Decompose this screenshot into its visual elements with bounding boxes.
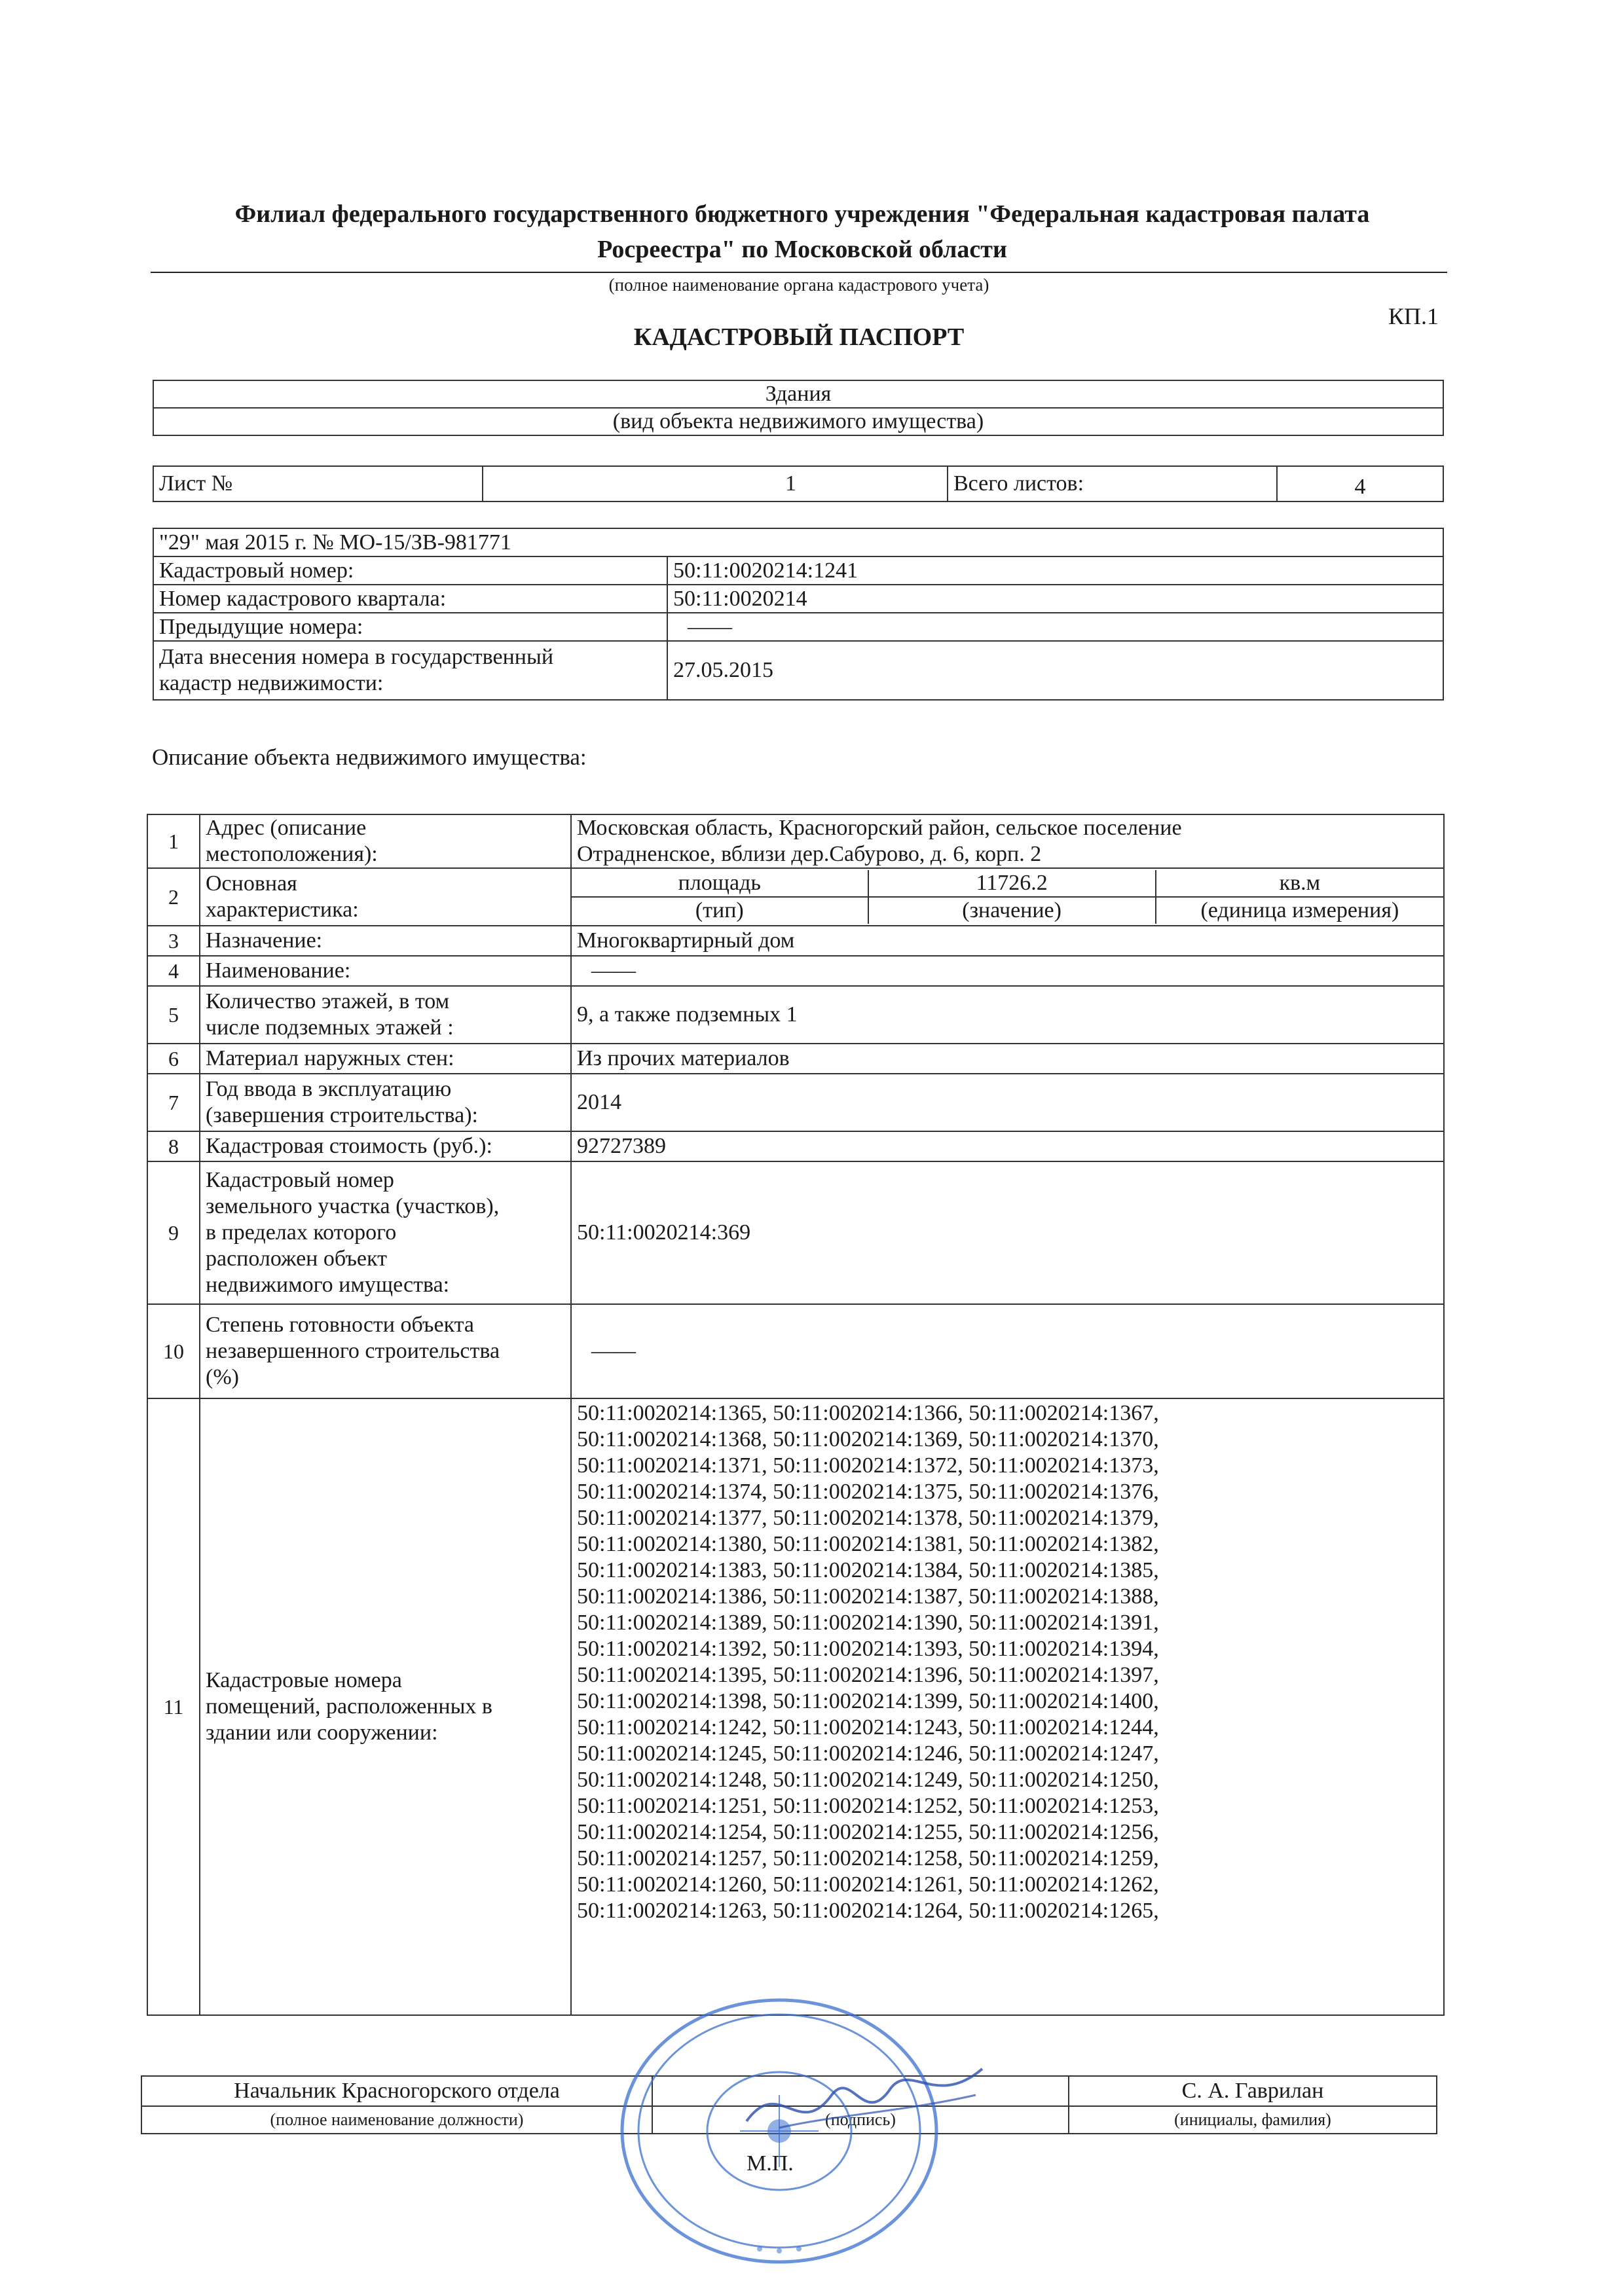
- address-label-line: Адрес (описание: [206, 816, 367, 840]
- description-table: [147, 814, 1445, 2016]
- previous-numbers-label: Предыдущие номера:: [153, 613, 667, 641]
- premises-numbers-line: 50:11:0020214:1248, 50:11:0020214:1249, 50:11:0020214:1250,: [577, 1768, 1159, 1792]
- total-sheets-label: Всего листов:: [948, 466, 1277, 501]
- description-title: Описание объекта недвижимого имущества:: [152, 744, 587, 770]
- land-plot-label-line: расположен объект: [206, 1247, 387, 1271]
- premises-numbers-label-line: Кадастровые номера: [206, 1668, 402, 1692]
- premises-numbers-line: 50:11:0020214:1374, 50:11:0020214:1375, 50:11:0020214:1376,: [577, 1480, 1159, 1504]
- premises-numbers-line: 50:11:0020214:1377, 50:11:0020214:1378, 50:11:0020214:1379,: [577, 1506, 1159, 1530]
- premises-numbers-line: 50:11:0020214:1392, 50:11:0020214:1393, 50:11:0020214:1394,: [577, 1637, 1159, 1661]
- address-value-line: Московская область, Красногорский район, сельское поселение: [577, 816, 1182, 840]
- premises-numbers-label: [200, 1398, 571, 2015]
- registration-date-value: 27.05.2015: [667, 641, 1443, 700]
- row-number: 8: [147, 1131, 200, 1161]
- premises-numbers-line: 50:11:0020214:1389, 50:11:0020214:1390, 50:11:0020214:1391,: [577, 1611, 1159, 1635]
- premises-numbers-line: 50:11:0020214:1395, 50:11:0020214:1396, 50:11:0020214:1397,: [577, 1663, 1159, 1687]
- characteristic-value: 11726.2: [868, 870, 1156, 897]
- handwritten-signature-icon: [740, 2049, 989, 2147]
- address-label-line: местоположения):: [206, 842, 378, 866]
- address-value: [571, 814, 1444, 868]
- land-plot-value: 50:11:0020214:369: [571, 1161, 1444, 1304]
- sheet-number: 1: [483, 466, 948, 501]
- row-number: 3: [147, 926, 200, 956]
- main-characteristic-table: [572, 870, 1443, 924]
- purpose-label: Назначение:: [200, 926, 571, 956]
- completion-degree-value: ——: [571, 1304, 1444, 1398]
- name-value: С. А. Гаврилан: [1069, 2076, 1437, 2106]
- premises-numbers-line: 50:11:0020214:1263, 50:11:0020214:1264, 50:11:0020214:1265,: [577, 1899, 1159, 1923]
- wall-material-value: Из прочих материалов: [571, 1044, 1444, 1074]
- premises-numbers-line: 50:11:0020214:1260, 50:11:0020214:1261, 50:11:0020214:1262,: [577, 1872, 1159, 1897]
- main-characteristic-cell: [571, 868, 1444, 926]
- completion-degree-label-line: незавершенного строительства: [206, 1339, 500, 1363]
- premises-numbers-line: 50:11:0020214:1371, 50:11:0020214:1372, 50:11:0020214:1373,: [577, 1453, 1159, 1478]
- commissioning-year-label-line: (завершения строительства):: [206, 1103, 478, 1127]
- main-characteristic-label-line: Основная: [206, 871, 297, 896]
- premises-numbers-line: 50:11:0020214:1368, 50:11:0020214:1369, 50:11:0020214:1370,: [577, 1427, 1159, 1451]
- previous-numbers-value: ——: [667, 613, 1443, 641]
- row-number: 6: [147, 1044, 200, 1074]
- cadastral-value-amount: 92727389: [571, 1131, 1444, 1161]
- organization-name: [151, 196, 1454, 267]
- signature-caption: (подпись): [652, 2106, 1069, 2134]
- document-info-table: [153, 528, 1444, 701]
- row-number: 2: [147, 868, 200, 926]
- premises-numbers-list: [571, 1398, 1444, 2015]
- premises-numbers-line: 50:11:0020214:1398, 50:11:0020214:1399, 50:11:0020214:1400,: [577, 1689, 1159, 1713]
- premises-numbers-label-line: помещений, расположенных в: [206, 1694, 492, 1719]
- position-caption: (полное наименование должности): [141, 2106, 652, 2134]
- quarter-number-label: Номер кадастрового квартала:: [153, 585, 667, 613]
- premises-numbers-line: 50:11:0020214:1251, 50:11:0020214:1252, 50:11:0020214:1253,: [577, 1794, 1159, 1818]
- commissioning-year-label-line: Год ввода в эксплуатацию: [206, 1077, 452, 1101]
- cadastral-number-label: Кадастровый номер:: [153, 556, 667, 585]
- name-value: ——: [571, 956, 1444, 986]
- object-kind-caption: (вид объекта недвижимого имущества): [153, 408, 1443, 435]
- characteristic-value-caption: (значение): [868, 897, 1156, 924]
- premises-numbers-line: 50:11:0020214:1383, 50:11:0020214:1384, 50:11:0020214:1385,: [577, 1558, 1159, 1582]
- quarter-number-value: 50:11:0020214: [667, 585, 1443, 613]
- cadastral-number-value: 50:11:0020214:1241: [667, 556, 1443, 585]
- row-number: 7: [147, 1074, 200, 1131]
- organization-caption: (полное наименование органа кадастрового учета): [608, 275, 989, 295]
- organization-line-1: Филиал федерального государственного бюджетного учреждения "Федеральная кадастровая палата: [234, 200, 1370, 228]
- floors-label-line: Количество этажей, в том: [206, 989, 450, 1013]
- row-number: 4: [147, 956, 200, 986]
- row-number: 1: [147, 814, 200, 868]
- premises-numbers-line: 50:11:0020214:1245, 50:11:0020214:1246, 50:11:0020214:1247,: [577, 1741, 1159, 1766]
- registration-date-label-line-2: кадастр недвижимости:: [159, 671, 384, 695]
- name-label: Наименование:: [200, 956, 571, 986]
- document-date-number: "29" мая 2015 г. № МО-15/ЗВ-981771: [153, 528, 1443, 556]
- completion-degree-label-line: Степень готовности объекта: [206, 1313, 475, 1337]
- address-value-line: Отрадненское, вблизи дер.Сабурово, д. 6, корп. 2: [577, 842, 1042, 866]
- commissioning-year-value: 2014: [571, 1074, 1444, 1131]
- main-characteristic-label-line: характеристика:: [206, 898, 359, 922]
- registration-date-label-line-1: Дата внесения номера в государственный: [159, 645, 554, 669]
- characteristic-unit-caption: (единица измерения): [1156, 897, 1443, 924]
- registration-date-label: [153, 641, 667, 700]
- address-label: [200, 814, 571, 868]
- premises-numbers-line: 50:11:0020214:1365, 50:11:0020214:1366, 50:11:0020214:1367,: [577, 1401, 1159, 1425]
- total-sheets-value: 4: [1277, 466, 1443, 501]
- completion-degree-label: [200, 1304, 571, 1398]
- land-plot-label-line: земельного участка (участков),: [206, 1194, 500, 1218]
- wall-material-label: Материал наружных стен:: [200, 1044, 571, 1074]
- purpose-value: Многоквартирный дом: [571, 926, 1444, 956]
- land-plot-label-line: в пределах которого: [206, 1220, 397, 1245]
- premises-numbers-line: 50:11:0020214:1386, 50:11:0020214:1387, 50:11:0020214:1388,: [577, 1584, 1159, 1609]
- sheet-table: [153, 465, 1444, 502]
- object-kind-table: [153, 380, 1444, 436]
- row-number: 11: [147, 1398, 200, 2015]
- premises-numbers-line: 50:11:0020214:1242, 50:11:0020214:1243, 50:11:0020214:1244,: [577, 1715, 1159, 1740]
- premises-numbers-line: 50:11:0020214:1380, 50:11:0020214:1381, 50:11:0020214:1382,: [577, 1532, 1159, 1556]
- cadastral-value-label: Кадастровая стоимость (руб.):: [200, 1131, 571, 1161]
- page-title: КАДАСТРОВЫЙ ПАСПОРТ: [633, 323, 965, 351]
- characteristic-type: площадь: [572, 870, 868, 897]
- land-plot-label: [200, 1161, 571, 1304]
- form-code: КП.1: [1388, 303, 1439, 329]
- position-value: Начальник Красногорского отдела: [141, 2076, 652, 2106]
- row-number: 5: [147, 986, 200, 1044]
- floors-value: 9, а также подземных 1: [571, 986, 1444, 1044]
- object-kind-value: Здания: [153, 380, 1443, 408]
- organization-underline: [151, 272, 1447, 273]
- organization-line-2: Росреестра" по Московской области: [597, 236, 1007, 263]
- characteristic-type-caption: (тип): [572, 897, 868, 924]
- completion-degree-label-line: (%): [206, 1365, 239, 1389]
- name-caption: (инициалы, фамилия): [1069, 2106, 1437, 2134]
- commissioning-year-label: [200, 1074, 571, 1131]
- row-number: 9: [147, 1161, 200, 1304]
- characteristic-unit: кв.м: [1156, 870, 1443, 897]
- row-number: 10: [147, 1304, 200, 1398]
- land-plot-label-line: недвижимого имущества:: [206, 1273, 450, 1297]
- stamp-label: М.П.: [747, 2151, 794, 2176]
- land-plot-label-line: Кадастровый номер: [206, 1168, 394, 1192]
- premises-numbers-line: 50:11:0020214:1257, 50:11:0020214:1258, 50:11:0020214:1259,: [577, 1846, 1159, 1870]
- floors-label: [200, 986, 571, 1044]
- floors-label-line: числе подземных этажей :: [206, 1015, 454, 1040]
- main-characteristic-label: [200, 868, 571, 926]
- sheet-label: Лист №: [153, 466, 483, 501]
- premises-numbers-line: 50:11:0020214:1254, 50:11:0020214:1255, 50:11:0020214:1256,: [577, 1820, 1159, 1844]
- premises-numbers-label-line: здании или сооружении:: [206, 1721, 438, 1745]
